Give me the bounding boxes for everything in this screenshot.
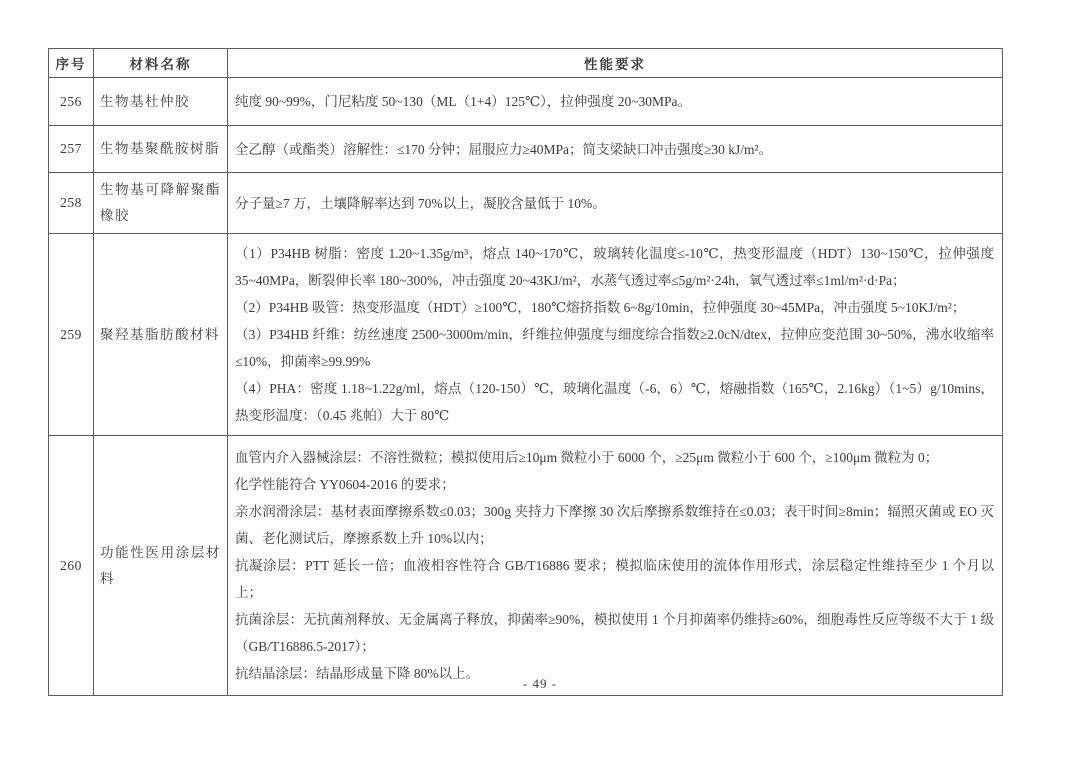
header-cell-no: 序号 xyxy=(49,49,94,78)
requirement-paragraph: （4）PHA：密度 1.18~1.22g/ml，熔点（120-150）℃，玻璃化温度（-6，6）℃，熔融指数（165℃，2.16kg）（1~5）g/10mins，热变形温度：（0.45 兆帕）大于 80℃ xyxy=(235,381,994,423)
row-number-cell: 259 xyxy=(49,234,94,436)
requirement-paragraph: 亲水润滑涂层：基材表面摩擦系数≤0.03；300g 夹持力下摩擦 30 次后摩擦系数维持在≤0.03；表干时间≥8min；辐照灭菌或 EO 灭菌、老化测试后，摩擦系数上升 10%以内； xyxy=(235,504,994,546)
requirements-cell xyxy=(228,173,1003,234)
requirement-paragraph: 纯度 90~99%，门尼粘度 50~130（ML（1+4）125℃），拉伸强度 20~30MPa。 xyxy=(235,94,692,109)
table-row xyxy=(49,173,1003,234)
requirements-cell xyxy=(228,126,1003,173)
page-number: - 49 - xyxy=(522,676,558,691)
requirement-paragraph: 抗菌涂层：无抗菌剂释放、无金属离子释放，抑菌率≥90%，模拟使用 1 个月抑菌率仍维持≥60%，细胞毒性反应等级不大于 1 级（GB/T16886.5-2017）； xyxy=(235,612,994,654)
requirements-cell xyxy=(228,78,1003,126)
header-cell-requirements: 性能要求 xyxy=(228,49,1003,78)
requirement-paragraph: （1）P34HB 树脂：密度 1.20~1.35g/m³，熔点 140~170℃，玻璃转化温度≤-10℃，热变形温度（HDT）130~150℃，拉伸强度 35~40MPa，断裂伸长率 180~300%，冲击强度 20~43KJ/m²，水蒸气透过率≤5g/m²·24h，氧气透过率≤1ml/m²·d·Pa； xyxy=(235,246,994,288)
table-row xyxy=(49,126,1003,173)
table-row xyxy=(49,234,1003,436)
requirement-paragraph: 血管内介入器械涂层：不溶性微粒；模拟使用后≥10μm 微粒小于 6000 个，≥25μm 微粒小于 600 个，≥100μm 微粒为 0； xyxy=(235,450,939,465)
materials-table xyxy=(48,48,1003,696)
requirement-paragraph: 全乙醇（或酯类）溶解性：≤170 分钟；屈服应力≥40MPa；简支梁缺口冲击强度≥30 kJ/m²。 xyxy=(235,141,773,157)
requirements-cell xyxy=(228,436,1003,696)
requirement-paragraph: （3）P34HB 纤维：纺丝速度 2500~3000m/min，纤维拉伸强度与细度综合指数≥2.0cN/dtex，拉伸应变范围 30~50%，沸水收缩率≤10%，抑菌率≥99.99% xyxy=(235,327,994,369)
document-page xyxy=(48,48,1004,696)
header-cell-name: 材料名称 xyxy=(94,49,228,78)
requirement-paragraph: 化学性能符合 YY0604-2016 的要求； xyxy=(235,477,455,492)
table-row xyxy=(49,436,1003,696)
material-name-cell: 生物基聚酰胺树脂 xyxy=(94,126,228,173)
requirement-paragraph: （2）P34HB 吸管：热变形温度（HDT）≥100℃，180℃熔挤指数 6~8g/10min，拉伸强度 30~45MPa，冲击强度 5~10KJ/m²； xyxy=(235,300,966,315)
table-header-row xyxy=(49,49,1003,78)
row-number-cell: 256 xyxy=(49,78,94,126)
material-name-cell: 功能性医用涂层材料 xyxy=(94,436,228,696)
table-row xyxy=(49,78,1003,126)
material-name-cell: 聚羟基脂肪酸材料 xyxy=(94,234,228,436)
material-name-cell: 生物基杜仲胶 xyxy=(94,78,228,126)
requirement-paragraph: 分子量≥7 万，土壤降解率达到 70%以上，凝胶含量低于 10%。 xyxy=(235,195,606,211)
requirements-cell xyxy=(228,234,1003,436)
row-number-cell: 260 xyxy=(49,436,94,696)
requirement-paragraph: 抗凝涂层：PTT 延长一倍；血液相容性符合 GB/T16886 要求；模拟临床使用的流体作用形式，涂层稳定性维持至少 1 个月以上； xyxy=(235,558,994,600)
requirement-paragraph: 抗结晶涂层：结晶形成量下降 80%以上。 xyxy=(235,666,480,681)
row-number-cell: 258 xyxy=(49,173,94,234)
row-number-cell: 257 xyxy=(49,126,94,173)
material-name-cell: 生物基可降解聚酯橡胶 xyxy=(94,173,228,234)
